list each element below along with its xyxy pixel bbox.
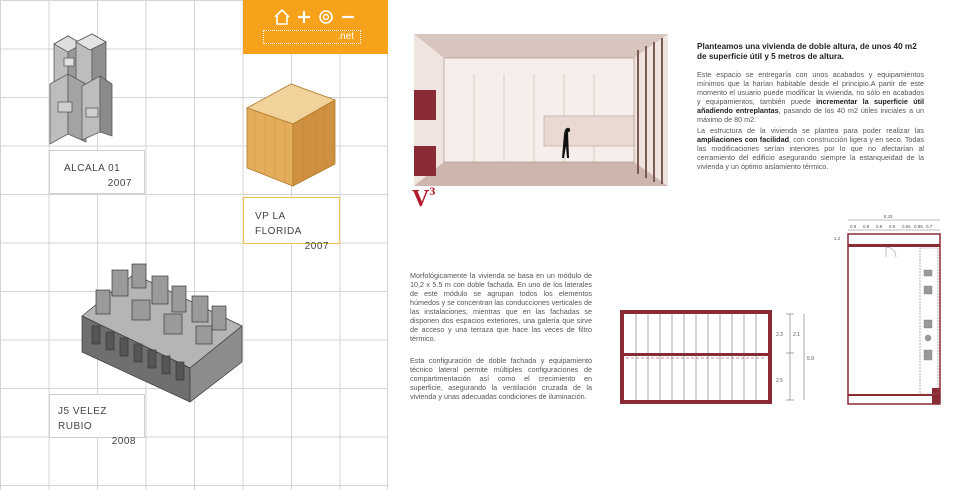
logo-icon-row bbox=[273, 8, 357, 26]
plan-segment-dim: 0.85 bbox=[914, 224, 923, 229]
building-section-drawing bbox=[618, 306, 832, 410]
dim-label: 2.1 bbox=[793, 332, 800, 338]
paragraph-4: Esta configuración de doble fachada y equipamiento técnico lateral permite múltiples configuraciones de compartimentación así como el crecimiento en superficie, asegurando la ventilación cruzada de la vivienda y unas adecuadas condiciones de iluminación. bbox=[410, 356, 592, 401]
minus-icon bbox=[339, 8, 357, 26]
ring-icon bbox=[317, 8, 335, 26]
plan-overall-dim: 5.33 bbox=[883, 214, 893, 219]
project-grid bbox=[0, 0, 388, 490]
velez-rubio-thumbnail[interactable] bbox=[72, 256, 244, 404]
section-perspective-drawing bbox=[414, 34, 668, 186]
plan-segment-dim: 0.9 bbox=[876, 224, 883, 229]
project-year: 2007 bbox=[304, 241, 329, 252]
project-year: 2008 bbox=[111, 436, 136, 447]
project-label-alcala[interactable] bbox=[49, 150, 145, 194]
la-florida-thumbnail[interactable] bbox=[245, 80, 337, 190]
plan-side-dim: 1.2 bbox=[834, 236, 841, 241]
paragraph-1: Este espacio se entregaría con unos acabados y equipamientos mínimos que la harían habitable desde el principio.A partir de este momento el usuario puede modificar la vivienda, no sólo en acabados y equipamientos, también puede incrementar la superficie útil añadiendo entreplantas, pasando de los 40 m2 útiles iniciales a un máximo de 80 m2. bbox=[697, 70, 924, 124]
plan-segment-dim: 0.9 bbox=[889, 224, 896, 229]
plan-segment-dim: 0.9 bbox=[863, 224, 870, 229]
plan-segment-dim: 0.9 bbox=[850, 224, 857, 229]
logo-domain: .net bbox=[263, 30, 361, 44]
dim-label: 2.3 bbox=[776, 332, 783, 338]
project-year: 2007 bbox=[107, 178, 132, 189]
floor-plan-drawing bbox=[832, 210, 952, 412]
dim-label: 5.9 bbox=[807, 356, 814, 362]
plus-icon bbox=[295, 8, 313, 26]
v3-logo: $V^3$ bbox=[412, 184, 436, 212]
house-icon bbox=[273, 8, 291, 26]
alcala-thumbnail[interactable] bbox=[46, 24, 116, 146]
project-detail bbox=[400, 0, 966, 490]
site-logo[interactable] bbox=[243, 0, 388, 54]
paragraph-2: La estructura de la vivienda se plantea para poder realizar las ampliaciones con facilidad, con construcción ligera y en seco. Todas las modificaciones serían interiores por lo que no afectarían al cerramiento del edificio asegurando siempre la estanqueidad de la vivienda y un óptimo aislamiento térmico. bbox=[697, 126, 925, 171]
project-name: VP LA FLORIDA bbox=[255, 211, 302, 237]
project-label-la-florida[interactable] bbox=[243, 197, 340, 252]
project-name: ALCALA 01 bbox=[64, 163, 121, 174]
project-name: J5 VELEZ RUBIO bbox=[58, 406, 108, 432]
plan-segment-dim: 0.65 bbox=[902, 224, 911, 229]
project-label-velez-rubio[interactable] bbox=[49, 394, 145, 447]
paragraph-3: Morfológicamente la vivienda se basa en un módulo de 10,2 x 5.5 m con doble fachada. En uno de los laterales de este módulo se agrupan todos los elementos húmedos y se concentran las conducciones verticales de las instalaciones, mientras que en las fachadas se disponen dos espacios exteriores, una galería que sirve de acceso y una terraza que hace las veces de filtro térmico. bbox=[410, 271, 592, 343]
plan-segment-dim: 0.7 bbox=[926, 224, 933, 229]
dim-label: 2.5 bbox=[776, 378, 783, 384]
intro-heading: Planteamos una vivienda de doble altura, de unos 40 m2 de superficie útil y 5 metros de altura. bbox=[697, 42, 917, 61]
